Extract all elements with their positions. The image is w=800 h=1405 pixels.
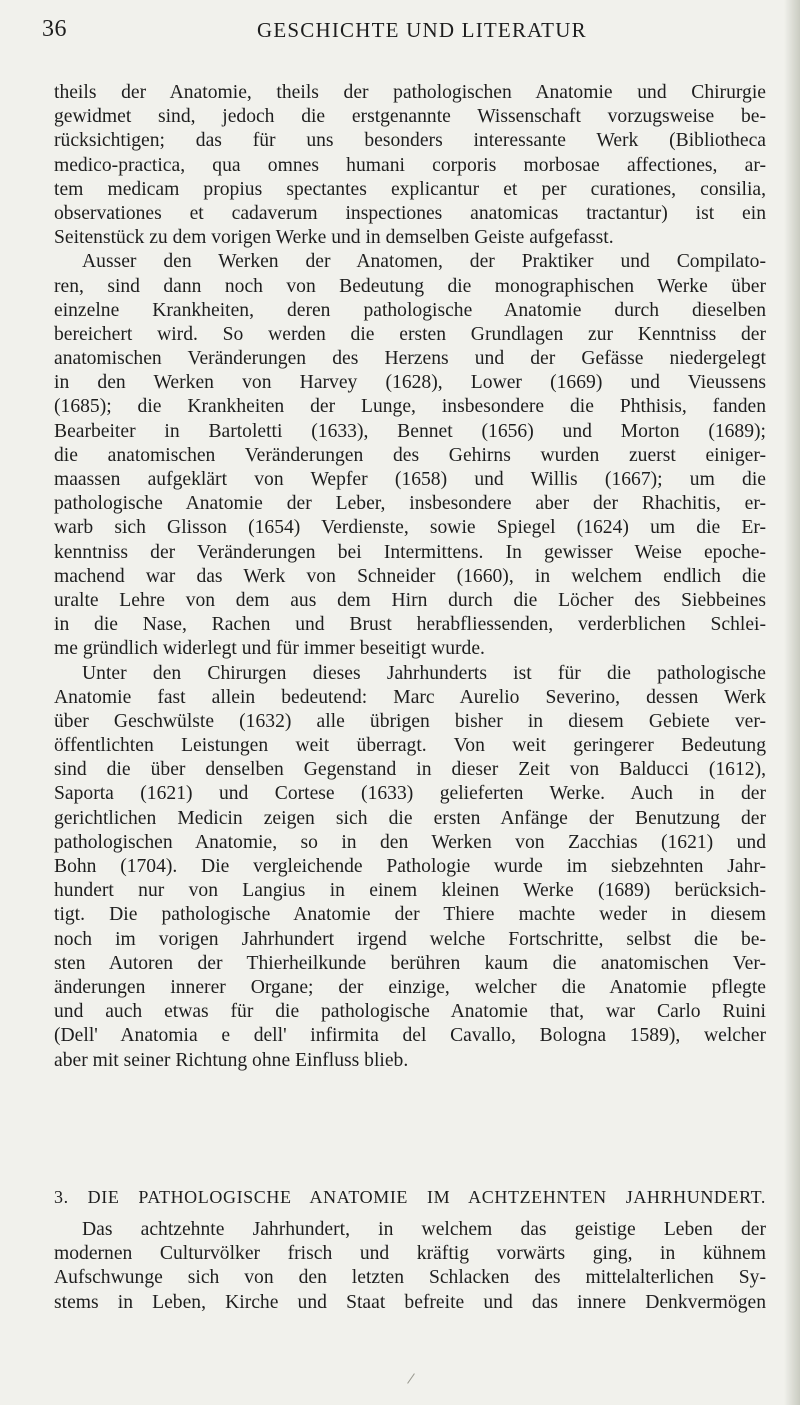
text-line: Bearbeiter in Bartoletti (1633), Bennet (1656) und Morton (1689); [54,420,766,442]
text-line: hundert nur von Langius in einem kleinen Werke (1689) berücksich- [54,880,766,902]
text-line: Aufschwunge sich von den letzten Schlacken des mittelalterlichen Sy- [54,1267,766,1289]
page-edge-shadow [784,0,800,1405]
text-line: theils der Anatomie, theils der pathologischen Anatomie und Chirurgie [54,82,766,103]
text-line: noch im vorigen Jahrhundert irgend welche Fortschritte, selbst die be- [54,928,766,950]
text-line: (1685); die Krankheiten der Lunge, insbesondere die Phthisis, fanden [54,396,766,418]
text-line: me gründlich widerlegt und für immer beseitigt wurde. [54,638,485,660]
text-line: medico-practica, qua omnes humani corporis morbosae affectiones, ar- [54,154,766,176]
text-line: warb sich Glisson (1654) Verdienste, sowie Spiegel (1624) um die Er- [54,517,766,539]
text-line: tem medicam propius spectantes explicantur et per curationes, consilia, [54,178,766,200]
text-line: stems in Leben, Kirche und Staat befreite und das innere Denkvermögen [54,1291,766,1313]
page-number: 36 [42,16,67,42]
text-line: Anatomie fast allein bedeutend: Marc Aurelio Severino, dessen Werk [54,686,766,708]
text-line: in die Nase, Rachen und Brust herabfliessenden, verderblichen Schlei- [54,614,766,636]
body-text [54,81,766,1073]
stray-pencil-mark [407,1373,415,1383]
text-line: pathologische Anatomie der Leber, insbesondere aber der Rhachitis, er- [54,493,766,515]
text-line: einzelne Krankheiten, deren pathologische Anatomie durch dieselben [54,299,766,321]
text-line: Unter den Chirurgen dieses Jahrhunderts ist für die pathologische [82,662,766,684]
text-line: gerichtlichen Medicin zeigen sich die ersten Anfänge der Benutzung der [54,807,766,829]
text-line: kenntniss der Veränderungen bei Intermittens. In gewisser Weise epoche- [54,541,766,563]
text-line: rücksichtigen; das für uns besonders interessante Werk (Bibliotheca [54,130,766,152]
text-line: die anatomischen Veränderungen des Gehirns wurden zuerst einiger- [54,444,766,466]
text-line: (Dell' Anatomia e dell' infirmita del Cavallo, Bologna 1589), welcher [54,1025,766,1047]
text-line: modernen Culturvölker frisch und kräftig vorwärts ging, in kühnem [54,1243,766,1265]
text-line: pathologischen Anatomie, so in den Werken von Zacchias (1621) und [54,831,766,853]
text-line: tigt. Die pathologische Anatomie der Thiere machte weder in diesem [54,904,766,926]
text-line: aber mit seiner Richtung ohne Einfluss blieb. [54,1049,409,1071]
text-line: änderungen innerer Organe; der einzige, welcher die Anatomie pflegte [54,976,766,998]
text-line: öffentlichten Leistungen weit überragt. Von weit geringerer Bedeutung [54,735,766,757]
text-line: anatomischen Veränderungen des Herzens und der Gefässe niedergelegt [54,348,766,370]
text-line: Das achtzehnte Jahrhundert, in welchem das geistige Leben der [82,1219,766,1240]
text-line: sind die über denselben Gegenstand in dieser Zeit von Balducci (1612), [54,759,766,781]
text-line: Ausser den Werken der Anatomen, der Praktiker und Compilato- [82,251,766,273]
text-line: observationes et cadaverum inspectiones anatomicas tractantur) ist ein [54,202,766,224]
text-line: über Geschwülste (1632) alle übrigen bisher in diesem Gebiete ver- [54,710,766,732]
text-line: Seitenstück zu dem vorigen Werke und in demselben Geiste aufgefasst. [54,227,614,249]
text-line: und auch etwas für die pathologische Anatomie that, war Carlo Ruini [54,1001,766,1023]
body-text-section-3 [54,1218,766,1315]
text-line: gewidmet sind, jedoch die erstgenannte Wissenschaft vorzugsweise be- [54,106,766,128]
text-line: sten Autoren der Thierheilkunde berühren kaum die anatomischen Ver- [54,952,766,974]
text-line: Bohn (1704). Die vergleichende Pathologie wurde im siebzehnten Jahr- [54,856,766,877]
text-line: ren, sind dann noch von Bedeutung die monographischen Werke über [54,275,766,297]
running-title: GESCHICHTE UND LITERATUR [257,18,587,42]
text-line: Saporta (1621) und Cortese (1633) gelieferten Werke. Auch in der [54,783,766,805]
text-line: maassen aufgeklärt von Wepfer (1658) und Willis (1667); um die [54,469,766,490]
section-heading: 3. DIE PATHOLOGISCHE ANATOMIE IM ACHTZEHNTEN JAHRHUNDERT. [54,1187,766,1207]
text-line: in den Werken von Harvey (1628), Lower (1669) und Vieussens [54,372,766,394]
page-header [42,10,772,50]
text-line: uralte Lehre von dem aus dem Hirn durch die Löcher des Siebbeines [54,589,766,611]
text-line: machend war das Werk von Schneider (1660), in welchem endlich die [54,565,766,587]
text-line: bereichert wird. So werden die ersten Grundlagen zur Kenntniss der [54,323,766,345]
